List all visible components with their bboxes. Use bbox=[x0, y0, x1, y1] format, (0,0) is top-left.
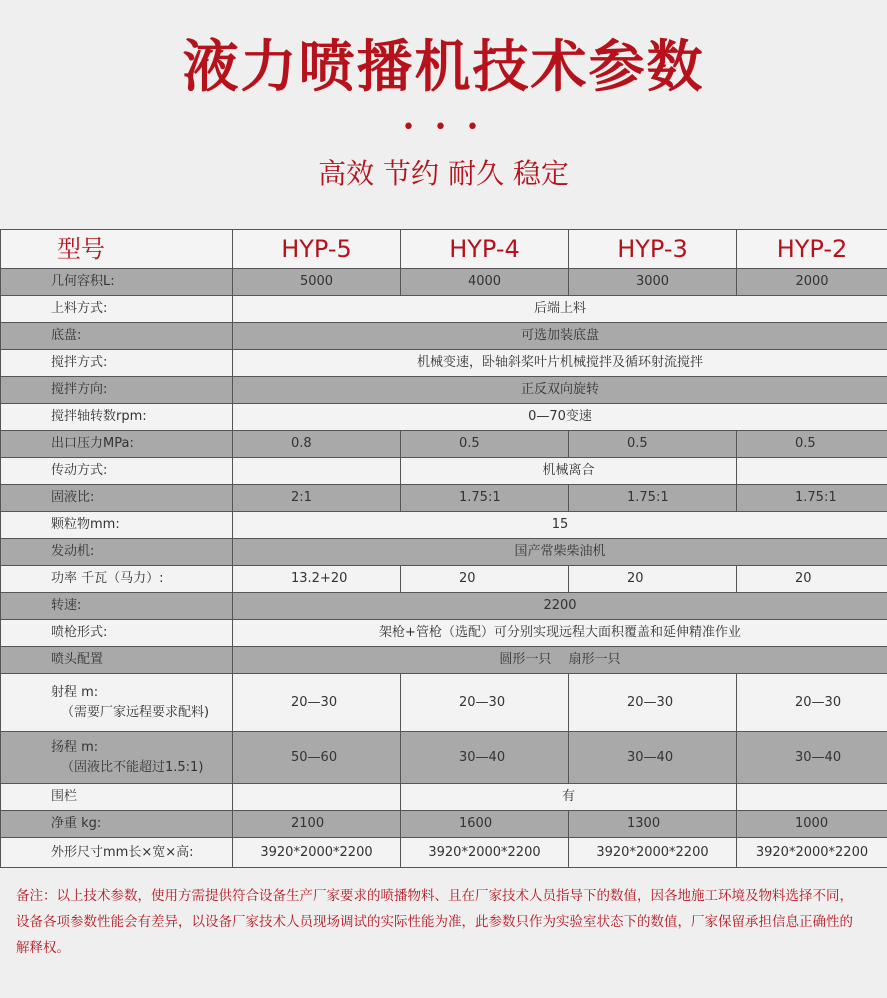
cell-value: 3920*2000*2200 bbox=[737, 838, 887, 868]
header-model-label: 型号 bbox=[1, 230, 233, 269]
cell-value: 有 bbox=[401, 784, 737, 811]
table-row bbox=[1, 350, 887, 377]
page-title: 液力喷播机技术参数 bbox=[182, 35, 705, 100]
table-row bbox=[1, 593, 887, 620]
cell-value: 30—40 bbox=[737, 732, 887, 784]
row-label: 搅拌方式: bbox=[1, 350, 233, 377]
row-label: 底盘: bbox=[1, 323, 233, 350]
row-label: 净重 kg: bbox=[1, 811, 233, 838]
table-row bbox=[1, 404, 887, 431]
cell-empty bbox=[233, 784, 401, 811]
row-label: 喷枪形式: bbox=[1, 620, 233, 647]
header-model-hyp4: HYP-4 bbox=[401, 230, 569, 269]
cell-value: 13.2+20 bbox=[233, 566, 401, 593]
table-row bbox=[1, 458, 887, 485]
table-row bbox=[1, 784, 887, 811]
table-row bbox=[1, 323, 887, 350]
row-label: 上料方式: bbox=[1, 296, 233, 323]
row-label: 转速: bbox=[1, 593, 233, 620]
row-label bbox=[1, 732, 233, 784]
table-row bbox=[1, 811, 887, 838]
cell-value: 正反双向旋转 bbox=[233, 377, 887, 404]
cell-value: 1000 bbox=[737, 811, 887, 838]
row-label: 出口压力MPa: bbox=[1, 431, 233, 458]
table-row bbox=[1, 838, 887, 868]
cell-value: 20—30 bbox=[569, 674, 737, 732]
cell-value: 机械离合 bbox=[401, 458, 737, 485]
table-row bbox=[1, 539, 887, 566]
cell-value: 15 bbox=[233, 512, 887, 539]
cell-value: 0.5 bbox=[737, 431, 887, 458]
cell-value: 架枪+管枪（选配）可分别实现远程大面积覆盖和延伸精准作业 bbox=[233, 620, 887, 647]
table-row bbox=[1, 566, 887, 593]
cell-value: 2200 bbox=[233, 593, 887, 620]
cell-value: 20—30 bbox=[401, 674, 569, 732]
cell-value: 机械变速，卧轴斜桨叶片机械搅拌及循环射流搅拌 bbox=[233, 350, 887, 377]
row-label: 传动方式: bbox=[1, 458, 233, 485]
table-row bbox=[1, 620, 887, 647]
table-row bbox=[1, 296, 887, 323]
cell-empty bbox=[737, 458, 887, 485]
row-label: 外形尺寸mm长×宽×高: bbox=[1, 838, 233, 868]
header-model-hyp5: HYP-5 bbox=[233, 230, 401, 269]
row-label-note: （需要厂家远程要求配料) bbox=[61, 704, 210, 720]
cell-value: 20—30 bbox=[737, 674, 887, 732]
row-label: 颗粒物mm: bbox=[1, 512, 233, 539]
cell-value: 30—40 bbox=[569, 732, 737, 784]
cell-value: 30—40 bbox=[401, 732, 569, 784]
cell-value: 3000 bbox=[569, 269, 737, 296]
row-label bbox=[1, 674, 233, 732]
cell-value: 1600 bbox=[401, 811, 569, 838]
row-label: 功率 千瓦（马力）: bbox=[1, 566, 233, 593]
cell-value: 后端上料 bbox=[233, 296, 887, 323]
disclaimer-note: 备注：以上技术参数，使用方需提供符合设备生产厂家要求的喷播物料、且在厂家技术人员指导下的数值，因各地施工环境及物料选择不同，设备各项参数性能会有差异，以设备厂家技术人员现场调试的实际性能为准，此参数只作为实验室状态下的数值，厂家保留承担信息正确性的解释权。 bbox=[16, 888, 853, 956]
table-header-row bbox=[1, 230, 887, 269]
cell-value: 3920*2000*2200 bbox=[233, 838, 401, 868]
cell-value: 20 bbox=[401, 566, 569, 593]
row-label: 搅拌方向: bbox=[1, 377, 233, 404]
table-row bbox=[1, 269, 887, 296]
cell-value: 0.5 bbox=[569, 431, 737, 458]
table-row bbox=[1, 431, 887, 458]
cell-value: 1.75:1 bbox=[737, 485, 887, 512]
cell-value: 0.5 bbox=[401, 431, 569, 458]
table-row bbox=[1, 512, 887, 539]
cell-value: 5000 bbox=[233, 269, 401, 296]
header-model-hyp3: HYP-3 bbox=[569, 230, 737, 269]
table-row bbox=[1, 647, 887, 674]
row-label: 固液比: bbox=[1, 485, 233, 512]
header-model-hyp2: HYP-2 bbox=[737, 230, 887, 269]
row-label: 搅拌轴转数rpm: bbox=[1, 404, 233, 431]
table-row bbox=[1, 732, 887, 784]
cell-value: 2:1 bbox=[233, 485, 401, 512]
cell-value: 20 bbox=[737, 566, 887, 593]
row-label-note: （固液比不能超过1.5:1) bbox=[61, 759, 204, 775]
cell-value: 50—60 bbox=[233, 732, 401, 784]
table-row bbox=[1, 674, 887, 732]
cell-value: 可选加装底盘 bbox=[233, 323, 887, 350]
cell-empty bbox=[233, 458, 401, 485]
page-subtitle: 高效 节约 耐久 稳定 bbox=[318, 157, 569, 190]
cell-value: 2100 bbox=[233, 811, 401, 838]
cell-empty bbox=[737, 784, 887, 811]
cell-value: 0—70变速 bbox=[233, 404, 887, 431]
cell-value: 1300 bbox=[569, 811, 737, 838]
cell-value: 圆形一只 扇形一只 bbox=[233, 647, 887, 674]
table-row bbox=[1, 377, 887, 404]
cell-value: 20 bbox=[569, 566, 737, 593]
cell-value: 3920*2000*2200 bbox=[401, 838, 569, 868]
spec-table bbox=[0, 229, 887, 868]
cell-value: 3920*2000*2200 bbox=[569, 838, 737, 868]
row-label: 围栏 bbox=[1, 784, 233, 811]
row-label-main: 射程 m: bbox=[51, 684, 99, 700]
row-label: 几何容积L: bbox=[1, 269, 233, 296]
cell-value: 20—30 bbox=[233, 674, 401, 732]
row-label: 发动机: bbox=[1, 539, 233, 566]
cell-value: 0.8 bbox=[233, 431, 401, 458]
table-row bbox=[1, 485, 887, 512]
cell-value: 4000 bbox=[401, 269, 569, 296]
cell-value: 1.75:1 bbox=[401, 485, 569, 512]
row-label-main: 扬程 m: bbox=[51, 739, 99, 755]
row-label: 喷头配置 bbox=[1, 647, 233, 674]
cell-value: 国产常柴柴油机 bbox=[233, 539, 887, 566]
cell-value: 1.75:1 bbox=[569, 485, 737, 512]
title-dots: • • • bbox=[402, 115, 485, 140]
cell-value: 2000 bbox=[737, 269, 887, 296]
